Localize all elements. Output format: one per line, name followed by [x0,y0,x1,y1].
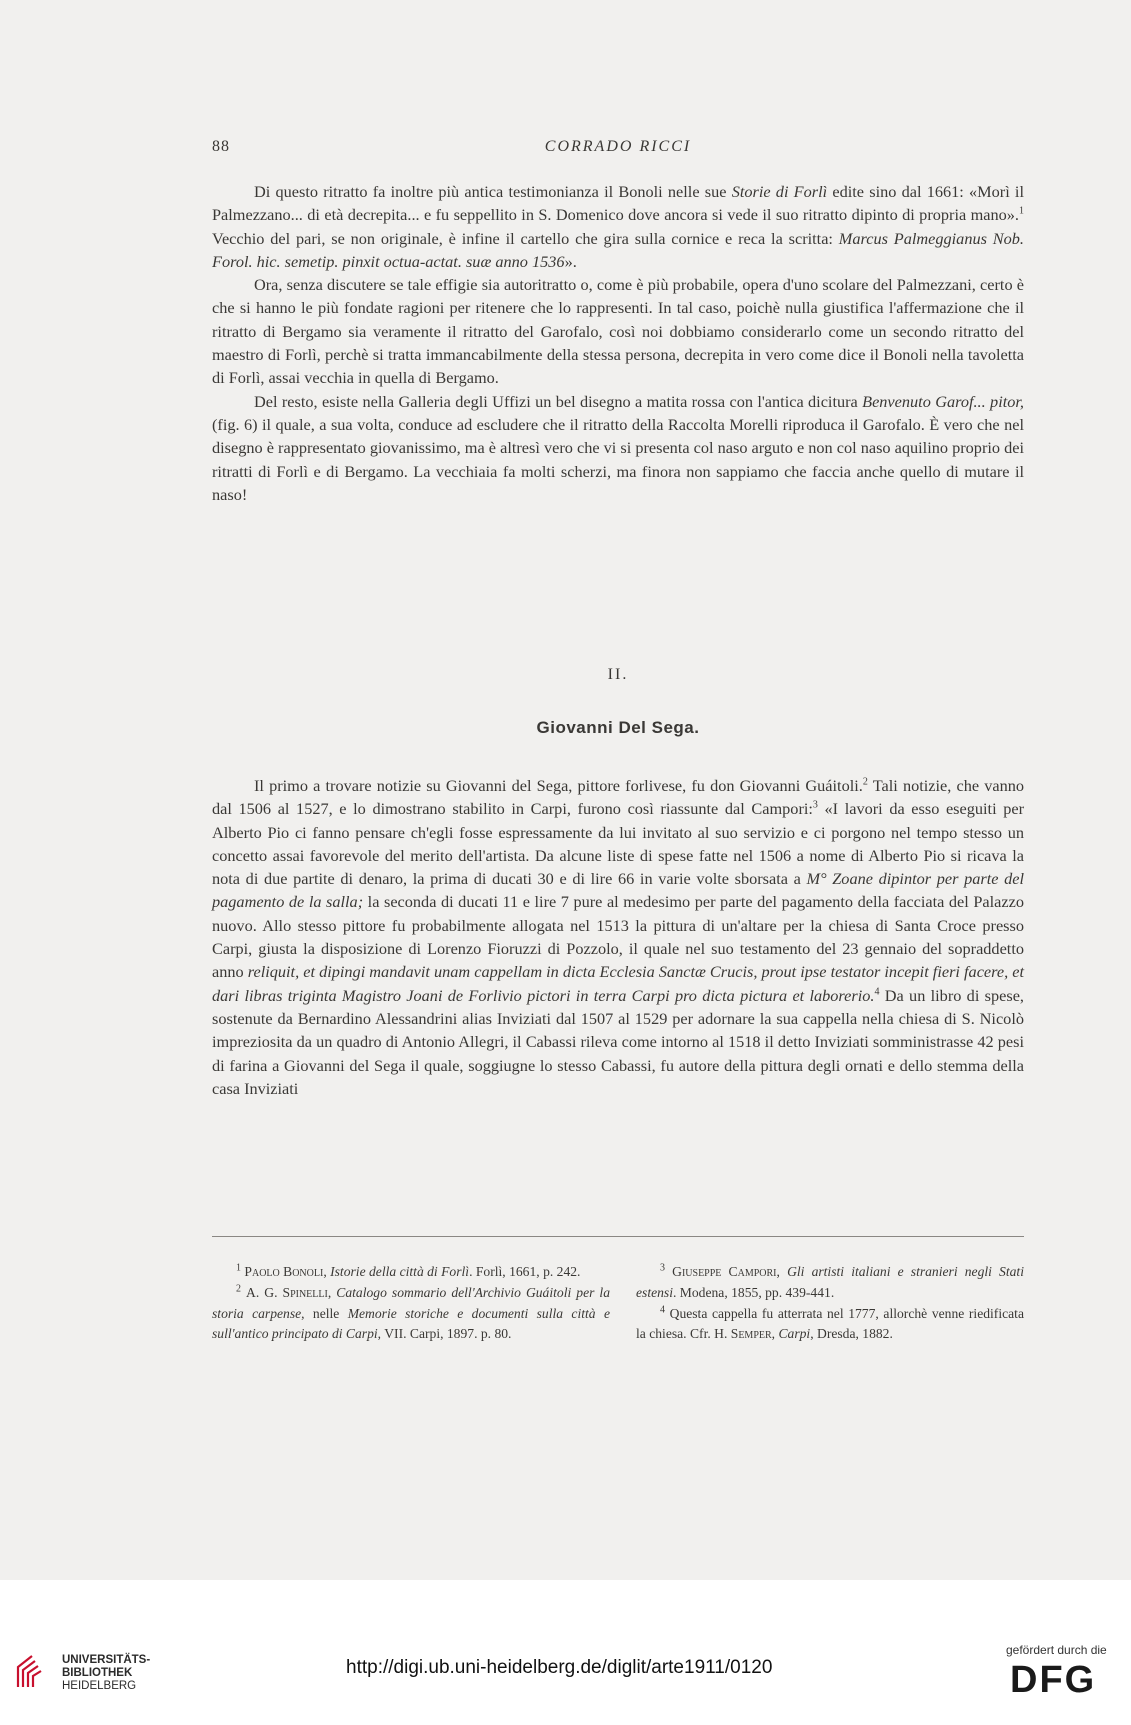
footnotes-right [636,1262,1024,1345]
footnote-divider [212,1236,1024,1237]
paragraph-2: Ora, senza discutere se tale effigie sia autoritratto o, come è più probabile, opera d'uno scolare del Palmezzani, certo è che si hanno le più fondate ragioni per ritenere che lo rappresenti. In tal caso, poichè nulla giustifica l'affermazione che il ritratto di Bergamo sia veramente il ritratto del Garofalo, così noi dobbiamo considerarlo come un secondo ritratto del maestro di Forlì, perchè si tratta immancabilmente della stessa persona, decrepita in vero come dice il Bonoli nella tavoletta di Forlì, assai vecchia in quella di Bergamo. [212,275,1024,388]
permalink-url[interactable]: http://digi.ub.uni-heidelberg.de/diglit/arte1911/0120 [346,1657,773,1678]
running-title: CORRADO RICCI [544,138,692,155]
digitization-footer [0,1580,1131,1725]
body-text-top [212,180,1024,506]
footnotes-left [212,1262,610,1345]
page-number: 88 [212,138,230,155]
footnote-1: $^1$ Paolo Bonoli, Istorie della città di Forlì. Forlì, 1661, p. 242. [236,1262,581,1279]
paragraph-4: Il primo a trovare notizie su Giovanni del Sega, pittore forlivese, fu don Giovanni Guáitoli.$^2$ Tali notizie, che vanno dal 1506 al 1527, e lo dimostrano stabilito in Carpi, furono così riassunte dal Campori:$^3$ «I lavori da esso eseguiti per Alberto Pio ci fanno pensare ch'egli fosse espressamente da lui invitato al suo servizio e ci porgono nel tempo stesso un concetto assai favorevole del merito dell'artista. Da alcune liste di spese fatte nel 1506 a nome di Alberto Pio si ricava la nota di due partite di denaro, la prima di ducati 30 e di lire 66 in varie volte sborsata a M° Zoane dipintor per parte del pagamento de la salla; la seconda di ducati 11 e lire 7 pure al medesimo per parte del pagamento della facciata del Palazzo nuovo. Allo stesso pittore fu probabilmente allogata nel 1513 la pittura di un'altare per la chiesa di Santa Croce presso Carpi, giusta la disposizione di Lorenzo Fioruzzi di Pozzolo, il quale nel suo testamento del 23 gennaio del sopraddetto anno reliquit, et dipingi mandavit unam cappellam in dicta Ecclesia Sanctæ Crucis, prout ipse testator incepit fieri facere, et dari libras triginta Magistro Joani de Forlivio pictori in terra Carpi pro dicta pictura et laborerio.$^4$ Da un libro di spese, sostenute da Bernardino Alessandrini alias Inviziati dal 1507 al 1529 per adornare la sua cappella nella chiesa di S. Nicolò impreziosita da un quadro di Antonio Allegri, il Cabassi rileva come intorno al 1518 il detto Inviziati somministrasse 42 pesi di farina a Giovanni del Sega il quale, soggiugne lo stesso Cabassi, fu autore della pittura degli ornati e dello stemma della casa Inviziati [212,776,1025,1098]
section-title: Giovanni Del Sega. [536,718,700,737]
body-text-bottom [212,774,1024,1100]
footnote-3: $^3$ Giuseppe Campori, Gli artisti italiani e stranieri negli Stati estensi. Modena, 1855, pp. 439-441. [636,1262,1024,1300]
section-number: II. [607,666,629,683]
paragraph-3: Del resto, esiste nella Galleria degli Uffizi un bel disegno a matita rossa con l'antica dicitura Benvenuto Garof... pitor, (fig. 6) il quale, a sua volta, conduce ad escludere che il ritratto della Raccolta Morelli riproduca il Garofalo. È vero che nel disegno è rappresentato giovanissimo, ma è altresì vero che vi si presenta col naso arguto e non col naso aquilino proprio dei ritratti di Forlì e di Bergamo. La vecchiaia fa molti scherzi, ma finora non sappiamo che faccia anche quello di mutare il naso! [212,391,1024,504]
footnote-4: $^4$ Questa cappella fu atterrata nel 1777, allorchè venne riedificata la chiesa. Cfr. H. Semper, Carpi, Dresda, 1882. [636,1304,1024,1342]
ub-heidelberg-logo-icon[interactable] [14,1653,52,1691]
footnote-2: $^2$ A. G. Spinelli, Catalogo sommario dell'Archivio Guáitoli per la storia carpense, nelle Memorie storiche e documenti sulla città e sull'antico principato di Carpi, VII. Carpi, 1897. p. 80. [212,1283,610,1342]
funded-by-label: gefördert durch die [1006,1643,1107,1657]
running-header [212,138,1024,162]
paragraph-1: Di questo ritratto fa inoltre più antica testimonianza il Bonoli nelle sue Storie di Forlì edite sino dal 1661: «Morì il Palmezzano... di età decrepita... e fu seppellito in S. Domenico dove ancora si vede il suo ritratto dipinto di propria mano».$^1$ Vecchio del pari, se non originale, è infine il cartello che gira sulla cornice e reca la scritta: Marcus Palmeggianus Nob. Forol. hic. semetip. pinxit octua-actat. suæ anno 1536». [212,182,1024,271]
dfg-logo[interactable]: DFG [1010,1659,1097,1701]
library-name[interactable]: UNIVERSITÄTS- BIBLIOTHEK HEIDELBERG [62,1654,151,1692]
